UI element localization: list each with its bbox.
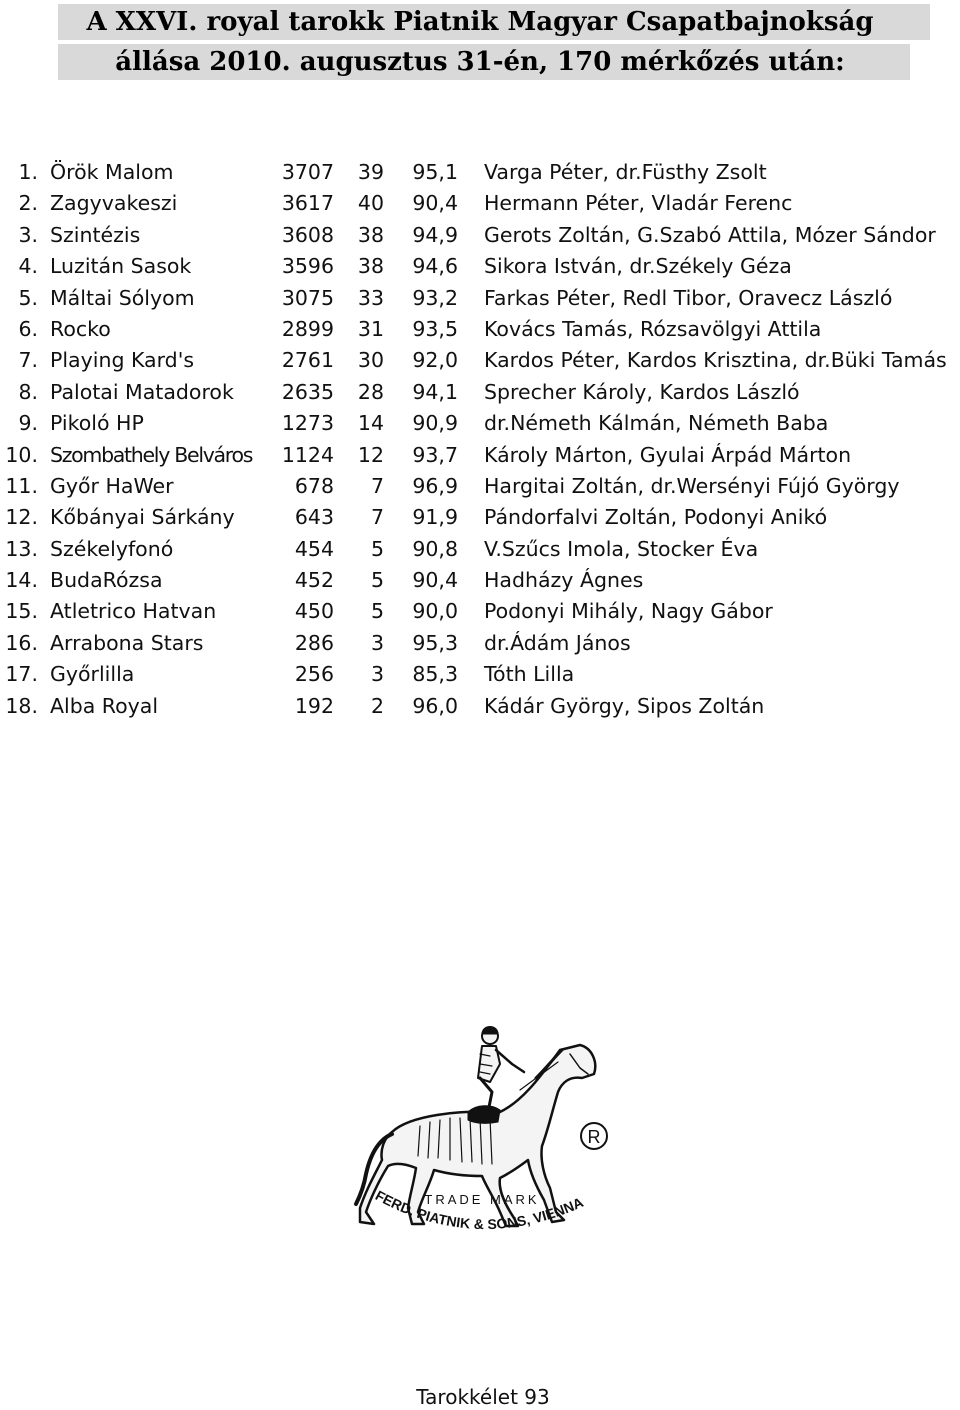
points-cell: 1273 <box>281 411 334 436</box>
average-cell: 90,9 <box>412 411 458 436</box>
table-row <box>0 534 960 565</box>
table-row <box>0 440 960 471</box>
average-cell: 95,1 <box>412 160 458 184</box>
players-cell: Sprecher Károly, Kardos László <box>484 379 800 404</box>
rank-cell: 12. <box>5 505 38 530</box>
matches-cell: 14 <box>357 411 384 436</box>
page-title-line-1: A XXVI. royal tarokk Piatnik Magyar Csapatbajnokság <box>86 7 874 37</box>
table-row <box>0 251 960 282</box>
players-cell: Farkas Péter, Redl Tibor, Oravecz László <box>484 285 893 310</box>
average-cell: 90,0 <box>412 599 458 624</box>
team-cell: Máltai Sólyom <box>50 285 195 310</box>
average-cell: 93,5 <box>412 316 458 341</box>
matches-cell: 38 <box>357 254 384 279</box>
points-cell: 192 <box>294 693 334 718</box>
table-row <box>0 314 960 345</box>
players-cell: Sikora István, dr.Székely Géza <box>484 254 792 279</box>
points-cell: 3617 <box>281 191 334 216</box>
matches-cell: 28 <box>357 379 384 404</box>
maker-label: FERD. PIATNIK & SONS, VIENNA <box>372 1187 586 1233</box>
players-cell: dr.Ádám János <box>484 630 631 655</box>
average-cell: 90,4 <box>412 191 458 216</box>
rank-cell: 13. <box>5 536 38 561</box>
table-row <box>0 691 960 722</box>
rank-cell: 10. <box>5 442 38 467</box>
points-cell: 286 <box>294 630 334 655</box>
table-row <box>0 565 960 596</box>
average-cell: 93,2 <box>412 285 458 310</box>
table-row <box>0 345 960 376</box>
team-cell: Győrlilla <box>50 662 135 687</box>
points-cell: 3608 <box>281 222 334 247</box>
team-cell: Arrabona Stars <box>50 630 204 655</box>
points-cell: 2899 <box>281 316 334 341</box>
rank-cell: 3. <box>18 222 38 247</box>
team-cell: BudaRózsa <box>50 568 163 593</box>
rank-cell: 9. <box>18 411 38 436</box>
matches-cell: 7 <box>370 505 384 530</box>
team-cell: Győr HaWer <box>50 473 174 498</box>
table-row <box>0 157 960 188</box>
team-cell: Zagyvakeszi <box>50 191 178 216</box>
players-cell: Hargitai Zoltán, dr.Wersényi Fújó György <box>484 473 900 498</box>
points-cell: 450 <box>294 599 334 624</box>
table-row <box>0 377 960 408</box>
players-cell: Hermann Péter, Vladár Ferenc <box>484 191 793 216</box>
average-cell: 96,9 <box>412 473 458 498</box>
team-cell: Atletrico Hatvan <box>50 599 217 624</box>
table-row <box>0 659 960 690</box>
standings-table <box>0 157 960 722</box>
average-cell: 94,9 <box>412 222 458 247</box>
points-cell: 452 <box>294 568 334 593</box>
matches-cell: 12 <box>357 442 384 467</box>
players-cell: Károly Márton, Gyulai Árpád Márton <box>484 442 852 467</box>
rank-cell: 1. <box>18 160 38 184</box>
players-cell: Varga Péter, dr.Füsthy Zsolt <box>484 160 767 184</box>
table-row <box>0 188 960 219</box>
table-row <box>0 408 960 439</box>
matches-cell: 5 <box>370 536 384 561</box>
points-cell: 3075 <box>281 285 334 310</box>
team-cell: Luzitán Sasok <box>50 254 192 279</box>
points-cell: 3707 <box>281 160 334 184</box>
average-cell: 96,0 <box>412 693 458 718</box>
team-cell: Palotai Matadorok <box>50 379 234 404</box>
matches-cell: 33 <box>357 285 384 310</box>
table-row <box>0 220 960 251</box>
players-cell: Pándorfalvi Zoltán, Podonyi Anikó <box>484 505 828 530</box>
rank-cell: 6. <box>18 316 38 341</box>
rank-cell: 4. <box>18 254 38 279</box>
players-cell: Tóth Lilla <box>484 662 575 687</box>
average-cell: 91,9 <box>412 505 458 530</box>
average-cell: 92,0 <box>412 348 458 373</box>
points-cell: 2761 <box>281 348 334 373</box>
matches-cell: 2 <box>370 693 384 718</box>
rank-cell: 8. <box>18 379 38 404</box>
piatnik-horse-logo <box>330 950 630 1270</box>
players-cell: Kardos Péter, Kardos Krisztina, dr.Büki Tamás <box>484 348 947 373</box>
rank-cell: 18. <box>5 693 38 718</box>
registered-mark-icon <box>581 1123 607 1149</box>
table-row <box>0 471 960 502</box>
players-cell: Gerots Zoltán, G.Szabó Attila, Mózer Sándor <box>484 222 936 247</box>
players-cell: dr.Németh Kálmán, Németh Baba <box>484 411 829 436</box>
team-cell: Playing Kard's <box>50 348 195 373</box>
points-cell: 454 <box>294 536 334 561</box>
table-row <box>0 628 960 659</box>
matches-cell: 40 <box>357 191 384 216</box>
table-row <box>0 596 960 627</box>
average-cell: 95,3 <box>412 630 458 655</box>
team-cell: Szombathely Belváros <box>50 442 253 467</box>
points-cell: 1124 <box>281 442 334 467</box>
average-cell: 85,3 <box>412 662 458 687</box>
matches-cell: 3 <box>370 630 384 655</box>
matches-cell: 5 <box>370 599 384 624</box>
rank-cell: 7. <box>18 348 38 373</box>
matches-cell: 30 <box>357 348 384 373</box>
rank-cell: 14. <box>5 568 38 593</box>
matches-cell: 7 <box>370 473 384 498</box>
page-title-line-2: állása 2010. augusztus 31-én, 170 mérkőzés után: <box>115 47 845 77</box>
trade-mark-label: TRADE MARK <box>424 1192 540 1207</box>
points-cell: 2635 <box>281 379 334 404</box>
matches-cell: 38 <box>357 222 384 247</box>
points-cell: 256 <box>294 662 334 687</box>
average-cell: 90,8 <box>412 536 458 561</box>
rank-cell: 15. <box>5 599 38 624</box>
points-cell: 678 <box>294 473 334 498</box>
players-cell: Kádár György, Sipos Zoltán <box>484 693 765 718</box>
team-cell: Szintézis <box>50 222 141 247</box>
players-cell: V.Szűcs Imola, Stocker Éva <box>484 536 759 561</box>
team-cell: Alba Royal <box>50 693 159 718</box>
average-cell: 93,7 <box>412 442 458 467</box>
average-cell: 90,4 <box>412 568 458 593</box>
table-row <box>0 283 960 314</box>
players-cell: Podonyi Mihály, Nagy Gábor <box>484 599 773 624</box>
points-cell: 3596 <box>281 254 334 279</box>
rank-cell: 11. <box>5 473 38 498</box>
rank-cell: 17. <box>5 662 38 687</box>
matches-cell: 5 <box>370 568 384 593</box>
points-cell: 643 <box>294 505 334 530</box>
average-cell: 94,6 <box>412 254 458 279</box>
rank-cell: 16. <box>5 630 38 655</box>
matches-cell: 3 <box>370 662 384 687</box>
table-row <box>0 502 960 533</box>
players-cell: Hadházy Ágnes <box>484 568 644 593</box>
team-cell: Pikoló HP <box>50 411 144 436</box>
matches-cell: 39 <box>357 160 384 184</box>
rank-cell: 5. <box>18 285 38 310</box>
rank-cell: 2. <box>18 191 38 216</box>
team-cell: Örök Malom <box>50 160 174 184</box>
team-cell: Kőbányai Sárkány <box>50 505 235 530</box>
team-cell: Székelyfonó <box>50 536 174 561</box>
registered-letter: R <box>587 1127 601 1147</box>
page-footer: Tarokkélet 93 <box>416 1385 550 1409</box>
average-cell: 94,1 <box>412 379 458 404</box>
players-cell: Kovács Tamás, Rózsavölgyi Attila <box>484 316 822 341</box>
team-cell: Rocko <box>50 316 111 341</box>
matches-cell: 31 <box>357 316 384 341</box>
